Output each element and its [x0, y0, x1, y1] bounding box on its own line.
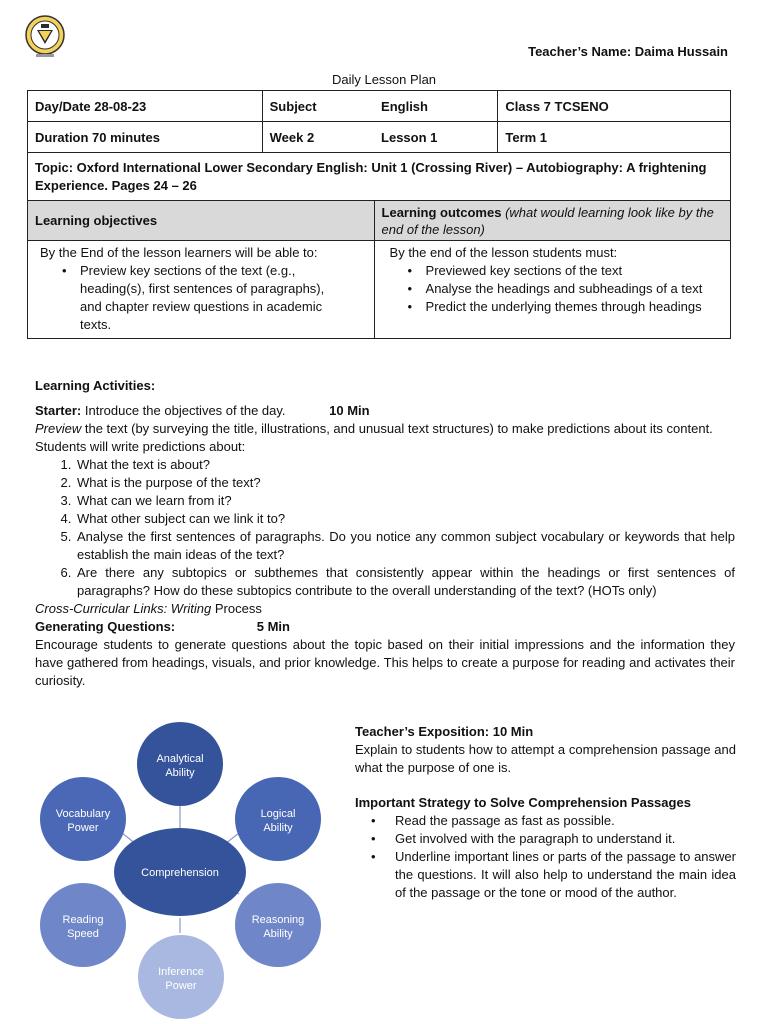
outcomes-intro: By the end of the lesson students must:: [389, 245, 618, 260]
question-item: 5. Analyse the first sentences of paragraphs. Do you notice any common subject vocabulary or keywords that help establish the main ideas of the text?: [75, 528, 735, 564]
strategy-item: • Get involved with the paragraph to understand it.: [355, 830, 736, 848]
starter-label: Starter:: [35, 403, 82, 418]
outcome-item: • Analyse the headings and subheadings of a text: [404, 280, 720, 298]
question-item: 6. Are there any subtopics or subthemes that consistently appear within the headings or first sentences of paragraphs? How do these subtopics contribute to the overall understanding of the text? (HOTs only): [75, 564, 735, 600]
node-label-line2: Power: [67, 822, 99, 834]
strategy-item: • Read the passage as fast as possible.: [355, 812, 736, 830]
term-cell: Term 1: [498, 122, 731, 153]
duration-cell: Duration 70 minutes: [28, 122, 263, 153]
node-label-line2: Ability: [165, 767, 195, 779]
objectives-cell: [28, 241, 375, 339]
starter-line: [35, 402, 735, 420]
lesson-plan-table: [27, 90, 731, 339]
node-label-line1: Reading: [62, 914, 104, 926]
starter-text: Introduce the objectives of the day.: [81, 403, 286, 418]
subject-value: English: [374, 91, 498, 122]
question-item: 2. What is the purpose of the text?: [75, 474, 735, 492]
school-crest-logo: [24, 14, 66, 58]
strategy-list: [355, 812, 736, 902]
day-date-cell: Day/Date 28-08-23: [28, 91, 263, 122]
teacher-exposition: [355, 723, 736, 902]
outcomes-cell: [374, 241, 730, 339]
node-label-line1: Logical: [260, 808, 296, 820]
preview-word: Preview: [35, 421, 82, 436]
outcomes-heading: [374, 201, 730, 241]
subject-label: Subject: [262, 91, 374, 122]
preview-text: the text (by surveying the title, illustrations, and unusual text structures) to make predictions about its content.: [81, 421, 713, 436]
strategy-heading: Important Strategy to Solve Comprehension Passages: [355, 795, 691, 810]
cross-curricular-label: Cross-Curricular Links: Writing: [35, 601, 212, 616]
objectives-intro: By the End of the lesson learners will be able to:: [40, 245, 318, 260]
center-label: Comprehension: [141, 867, 219, 879]
lesson-cell: Lesson 1: [374, 122, 498, 153]
objectives-heading: Learning objectives: [28, 201, 375, 241]
node-label-line1: Inference: [158, 966, 204, 978]
objective-item: • Preview key sections of the text (e.g., heading(s), first sentences of paragraphs), and chapter review questions in academic texts.: [58, 262, 344, 334]
activities-heading: Learning Activities:: [35, 378, 156, 393]
week-cell: Week 2: [262, 122, 374, 153]
outcome-item: • Predict the underlying themes through headings: [404, 298, 720, 316]
predictions-intro: Students will write predictions about:: [35, 439, 246, 454]
exposition-heading: Teacher’s Exposition: 10 Min: [355, 724, 534, 739]
exposition-text: Explain to students how to attempt a comprehension passage and what the purpose of one is.: [355, 742, 736, 775]
node-label-line2: Speed: [67, 928, 99, 940]
class-cell: Class 7 TCSENO: [498, 91, 731, 122]
cross-curricular-rest: Process: [211, 601, 262, 616]
comprehension-diagram: [30, 720, 340, 1020]
question-item: 1. What the text is about?: [75, 456, 735, 474]
page-title: Daily Lesson Plan: [331, 72, 437, 87]
generating-time: 5 Min: [256, 619, 290, 634]
learning-activities: [35, 377, 735, 690]
node-label-line1: Reasoning: [251, 914, 305, 926]
node-label-line2: Ability: [263, 928, 293, 940]
outcomes-heading-label: Learning outcomes: [381, 204, 502, 220]
topic-cell: Topic: Oxford International Lower Secondary English: Unit 1 (Crossing River) – Autobiography: A frightening Experience. Pages 24 – 26: [28, 153, 731, 201]
node-label-line1: Vocabulary: [55, 808, 111, 820]
preview-paragraph: [35, 420, 735, 438]
cross-curricular: [35, 600, 735, 618]
prediction-questions: [35, 456, 735, 600]
question-item: 4. What other subject can we link it to?: [75, 510, 735, 528]
outcomes-heading-note: (what would learning look like by the end of the lesson): [381, 204, 714, 237]
starter-time: 10 Min: [329, 403, 370, 418]
node-label-line2: Ability: [263, 822, 293, 834]
generating-text: Encourage students to generate questions about the topic based on their initial impressions and the information they have gathered from headings, visuals, and prior knowledge. This helps to create a purpose for reading and activates their curiosity.: [35, 637, 735, 688]
node-label-line2: Power: [165, 980, 197, 992]
question-item: 3. What can we learn from it?: [75, 492, 735, 510]
outcome-item: • Previewed key sections of the text: [404, 262, 720, 280]
generating-label: Generating Questions:: [35, 619, 176, 634]
generating-line: [35, 618, 735, 636]
strategy-item: • Underline important lines or parts of the passage to answer the questions. It will also help to understand the main idea of the passage or the tone or mood of the author.: [355, 848, 736, 902]
teacher-name: Teacher’s Name: Daima Hussain: [528, 44, 728, 59]
node-label-line1: Analytical: [156, 753, 204, 765]
